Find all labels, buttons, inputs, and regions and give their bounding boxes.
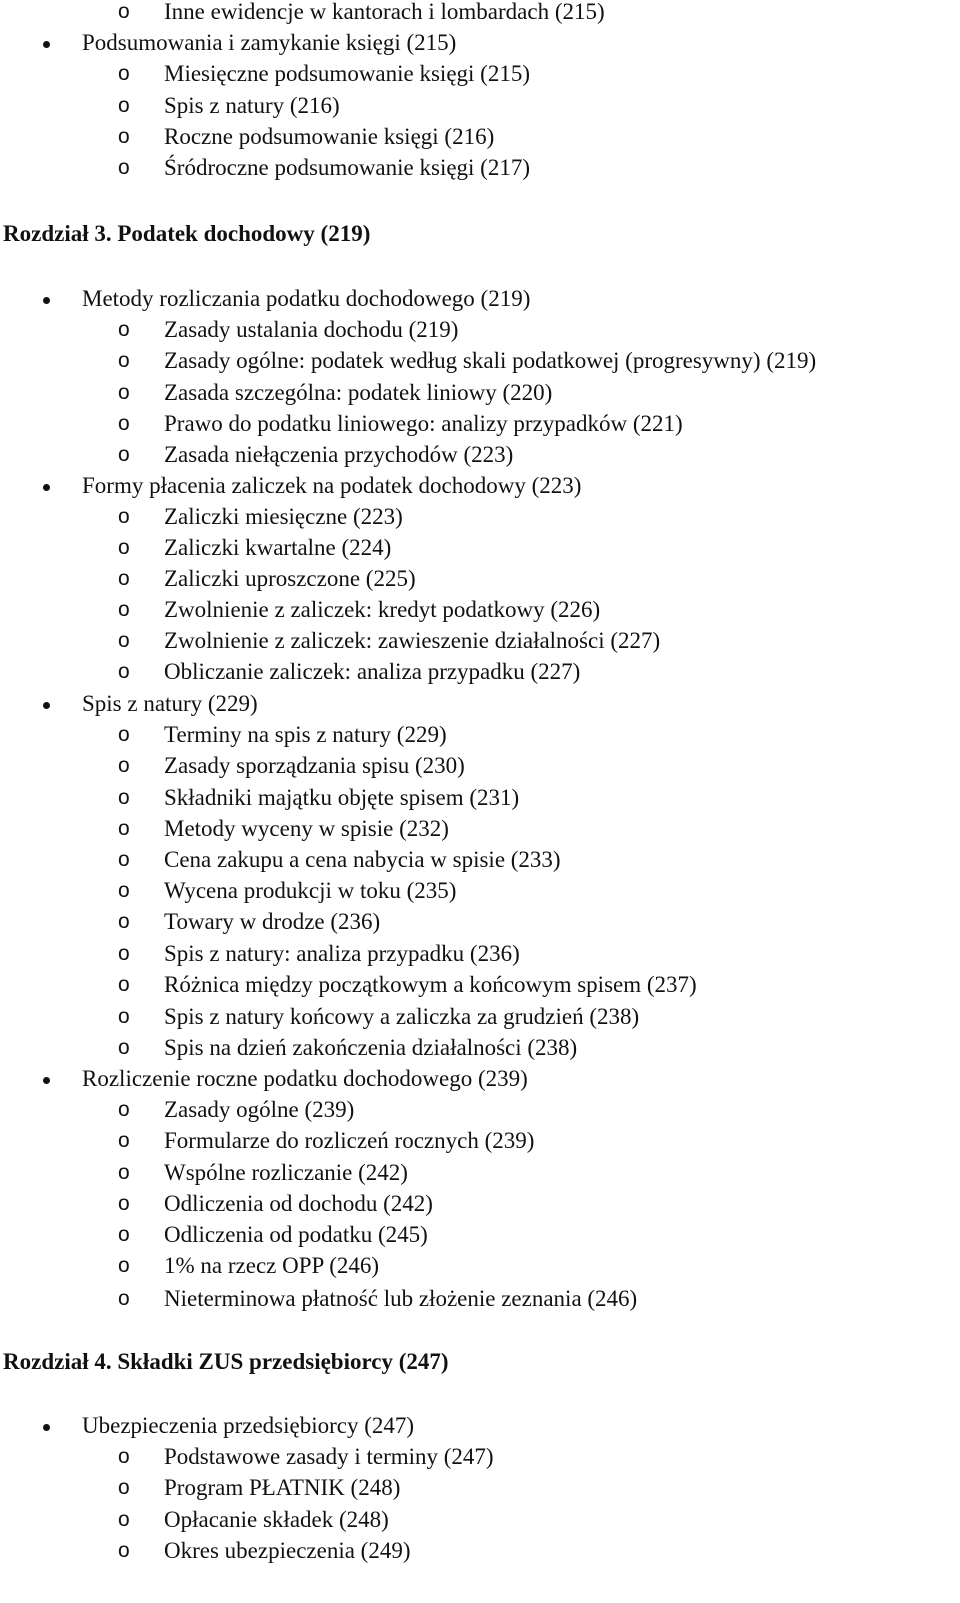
sub-bullet-marker: o xyxy=(118,723,130,746)
list-item-text: Formy płacenia zaliczek na podatek dochodowy (223) xyxy=(82,473,582,498)
list-item-text: Prawo do podatku liniowego: analizy przypadków (221) xyxy=(164,411,683,436)
list-item xyxy=(0,501,960,532)
sub-bullet-marker: o xyxy=(118,1036,130,1059)
list-item-text: Zaliczki kwartalne (224) xyxy=(164,535,392,560)
list-item xyxy=(0,1125,960,1156)
list-item-text: Roczne podsumowanie księgi (216) xyxy=(164,124,495,149)
list-item xyxy=(0,938,960,969)
sub-bullet-marker: o xyxy=(118,1476,130,1499)
list-item xyxy=(0,470,960,501)
sub-bullet-marker: o xyxy=(118,629,130,652)
list-item xyxy=(0,1063,960,1094)
list-item-text: Spis z natury (216) xyxy=(164,93,340,118)
list-item-text: Wspólne rozliczanie (242) xyxy=(164,1160,408,1185)
list-item-text: Nieterminowa płatność lub złożenie zeznania (246) xyxy=(164,1286,638,1311)
bullet-icon xyxy=(38,470,54,501)
list-item-text: Zaliczki uproszczone (225) xyxy=(164,566,416,591)
list-item xyxy=(0,1188,960,1219)
sub-bullet-marker: o xyxy=(118,1508,130,1531)
list-item xyxy=(0,844,960,875)
list-item-text: Zwolnienie z zaliczek: kredyt podatkowy (226) xyxy=(164,597,601,622)
list-item-text: Rozliczenie roczne podatku dochodowego (239) xyxy=(82,1066,528,1091)
sub-bullet-marker: o xyxy=(118,505,130,528)
list-item-text: Zasada szczególna: podatek liniowy (220) xyxy=(164,380,553,405)
list-item-text: Zasady ustalania dochodu (219) xyxy=(164,317,459,342)
list-item xyxy=(0,0,960,27)
list-item-text: Zasada niełączenia przychodów (223) xyxy=(164,442,514,467)
list-item xyxy=(0,90,960,121)
sub-bullet-marker: o xyxy=(118,754,130,777)
sub-bullet-marker: o xyxy=(118,786,130,809)
list-item-text: Odliczenia od dochodu (242) xyxy=(164,1191,433,1216)
list-item xyxy=(0,345,960,376)
list-item xyxy=(0,439,960,470)
list-item xyxy=(0,1283,960,1314)
list-item-text: Towary w drodze (236) xyxy=(164,909,381,934)
sub-bullet-marker: o xyxy=(118,381,130,404)
sub-bullet-marker: o xyxy=(118,660,130,683)
list-item xyxy=(0,1001,960,1032)
list-item-text: Wycena produkcji w toku (235) xyxy=(164,878,457,903)
sub-bullet-marker: o xyxy=(118,412,130,435)
list-item xyxy=(0,377,960,408)
list-item xyxy=(0,532,960,563)
list-item xyxy=(0,1441,960,1472)
sub-bullet-marker: o xyxy=(118,1005,130,1028)
sub-bullet-marker: o xyxy=(118,1129,130,1152)
list-item xyxy=(0,906,960,937)
list-item-text: Obliczanie zaliczek: analiza przypadku (227) xyxy=(164,659,581,684)
list-item xyxy=(0,1504,960,1535)
list-item xyxy=(0,1472,960,1503)
list-item-text: Ubezpieczenia przedsiębiorcy (247) xyxy=(82,1413,415,1438)
list-item-text: Terminy na spis z natury (229) xyxy=(164,722,447,747)
sub-bullet-marker: o xyxy=(118,0,130,23)
bullet-icon xyxy=(38,688,54,719)
sub-bullet-marker: o xyxy=(118,942,130,965)
sub-bullet-marker: o xyxy=(118,125,130,148)
bullet-icon xyxy=(38,1063,54,1094)
list-item-text: Spis z natury (229) xyxy=(82,691,258,716)
list-item-text: Okres ubezpieczenia (249) xyxy=(164,1538,411,1563)
list-item-text: Podstawowe zasady i terminy (247) xyxy=(164,1444,494,1469)
list-item-text: Metody rozliczania podatku dochodowego (219) xyxy=(82,286,531,311)
sub-bullet-marker: o xyxy=(118,973,130,996)
list-item xyxy=(0,408,960,439)
list-item xyxy=(0,688,960,719)
list-item-text: Składniki majątku objęte spisem (231) xyxy=(164,785,520,810)
list-item xyxy=(0,782,960,813)
bullet-icon xyxy=(38,27,54,58)
chapter-title: Rozdział 3. Podatek dochodowy (219) xyxy=(3,221,371,246)
list-item xyxy=(0,1410,960,1441)
list-item xyxy=(0,1219,960,1250)
list-item xyxy=(0,750,960,781)
bullet-icon xyxy=(38,1410,54,1441)
list-item xyxy=(0,656,960,687)
sub-bullet-marker: o xyxy=(118,1192,130,1215)
list-item-text: Miesięczne podsumowanie księgi (215) xyxy=(164,61,530,86)
list-item-text: Formularze do rozliczeń rocznych (239) xyxy=(164,1128,535,1153)
chapter-title: Rozdział 4. Składki ZUS przedsiębiorcy (247) xyxy=(3,1349,449,1374)
sub-bullet-marker: o xyxy=(118,1287,130,1310)
list-item xyxy=(0,969,960,1000)
list-item-text: Zasady sporządzania spisu (230) xyxy=(164,753,465,778)
sub-bullet-marker: o xyxy=(118,536,130,559)
bullet-icon xyxy=(38,283,54,314)
sub-bullet-marker: o xyxy=(118,848,130,871)
list-item-text: Zwolnienie z zaliczek: zawieszenie działalności (227) xyxy=(164,628,661,653)
list-item-text: Metody wyceny w spisie (232) xyxy=(164,816,449,841)
list-item-text: Inne ewidencje w kantorach i lombardach (215) xyxy=(164,0,605,24)
list-item-text: Różnica między początkowym a końcowym spisem (237) xyxy=(164,972,697,997)
list-item-text: Zasady ogólne (239) xyxy=(164,1097,355,1122)
sub-bullet-marker: o xyxy=(118,443,130,466)
list-item xyxy=(0,152,960,183)
list-item xyxy=(0,58,960,89)
sub-bullet-marker: o xyxy=(118,62,130,85)
list-item xyxy=(0,813,960,844)
list-item xyxy=(0,563,960,594)
list-item xyxy=(0,121,960,152)
list-item-text: Spis na dzień zakończenia działalności (238) xyxy=(164,1035,578,1060)
list-item xyxy=(0,625,960,656)
sub-bullet-marker: o xyxy=(118,318,130,341)
chapter-heading xyxy=(0,218,960,249)
list-item-text: Cena zakupu a cena nabycia w spisie (233) xyxy=(164,847,561,872)
list-item xyxy=(0,719,960,750)
sub-bullet-marker: o xyxy=(118,1445,130,1468)
sub-bullet-marker: o xyxy=(118,1223,130,1246)
sub-bullet-marker: o xyxy=(118,94,130,117)
list-item xyxy=(0,314,960,345)
list-item xyxy=(0,1157,960,1188)
sub-bullet-marker: o xyxy=(118,879,130,902)
list-item-text: Opłacanie składek (248) xyxy=(164,1507,389,1532)
list-item xyxy=(0,594,960,625)
sub-bullet-marker: o xyxy=(118,910,130,933)
list-item-text: Zasady ogólne: podatek według skali podatkowej (progresywny) (219) xyxy=(164,348,817,373)
sub-bullet-marker: o xyxy=(118,567,130,590)
list-item-text: Śródroczne podsumowanie księgi (217) xyxy=(164,155,531,180)
sub-bullet-marker: o xyxy=(118,598,130,621)
list-item xyxy=(0,1094,960,1125)
sub-bullet-marker: o xyxy=(118,1539,130,1562)
list-item-text: Spis z natury: analiza przypadku (236) xyxy=(164,941,520,966)
list-item-text: Odliczenia od podatku (245) xyxy=(164,1222,428,1247)
chapter-heading xyxy=(0,1346,960,1377)
sub-bullet-marker: o xyxy=(118,1098,130,1121)
sub-bullet-marker: o xyxy=(118,817,130,840)
list-item xyxy=(0,875,960,906)
sub-bullet-marker: o xyxy=(118,1161,130,1184)
list-item-text: Program PŁATNIK (248) xyxy=(164,1475,401,1500)
list-item xyxy=(0,283,960,314)
list-item-text: Spis z natury końcowy a zaliczka za grudzień (238) xyxy=(164,1004,640,1029)
sub-bullet-marker: o xyxy=(118,156,130,179)
list-item-text: Zaliczki miesięczne (223) xyxy=(164,504,403,529)
sub-bullet-marker: o xyxy=(118,1254,130,1277)
list-item xyxy=(0,27,960,58)
list-item-text: Podsumowania i zamykanie księgi (215) xyxy=(82,30,457,55)
list-item xyxy=(0,1250,960,1281)
list-item xyxy=(0,1535,960,1566)
list-item xyxy=(0,1032,960,1063)
sub-bullet-marker: o xyxy=(118,349,130,372)
list-item-text: 1% na rzecz OPP (246) xyxy=(164,1253,380,1278)
